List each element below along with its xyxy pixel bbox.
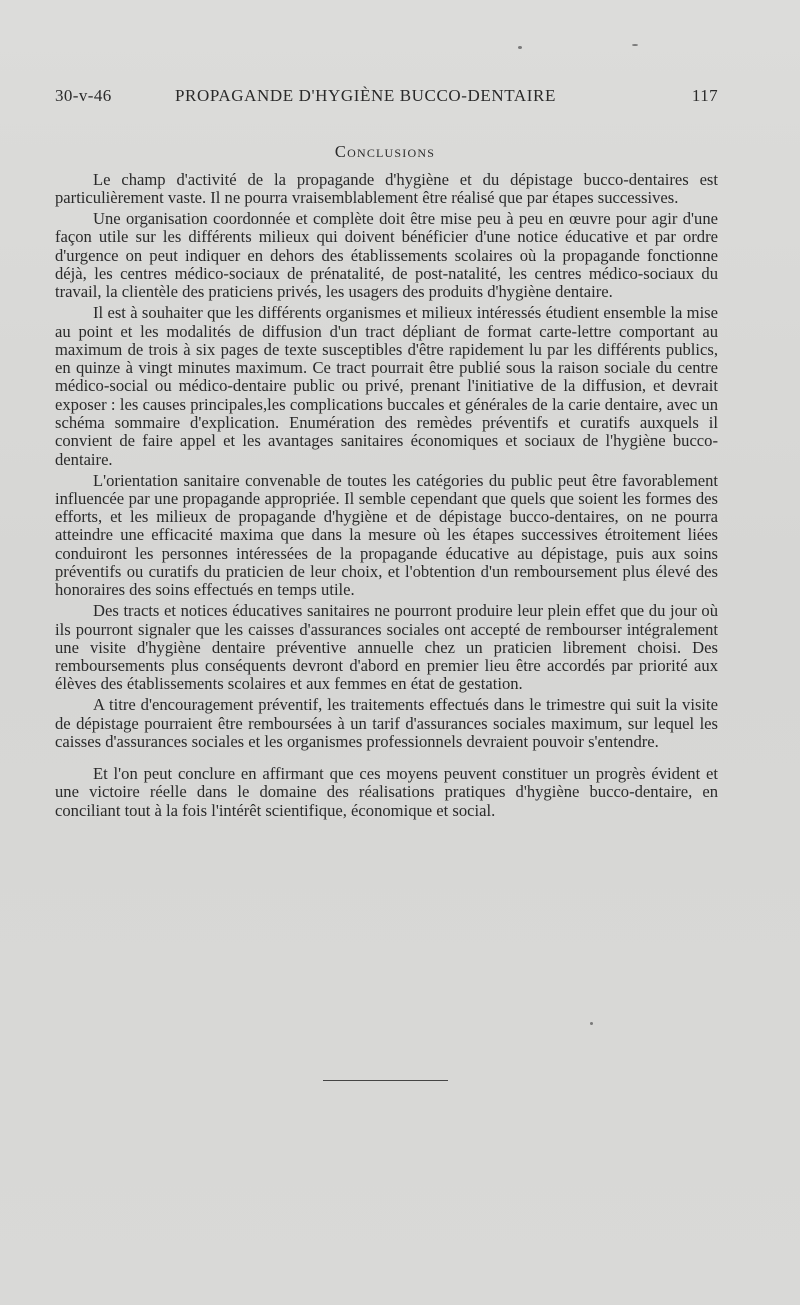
paragraph: Le champ d'activité de la propagande d'hygiène et du dépistage bucco-dentaires est particulièrement vaste. Il ne pourra vraisemblablement être réalisé que par étapes successives. [55,170,718,208]
end-rule [323,1080,448,1081]
section-title: Conclusions [334,142,436,161]
paragraph: Et l'on peut conclure en affirmant que ces moyens peuvent constituer un progrès évident et une victoire réelle dans le domaine des réalisations pratiques d'hygiène bucco-dentaire, en conciliant tout à la fois l'intérêt scientifique, économique et social. [55,764,718,820]
paper-speck [590,1022,593,1025]
header-reference: 30-v-46 [55,86,112,105]
body-text [55,171,718,823]
paper-speck [518,46,522,49]
paragraph: Une organisation coordonnée et complète doit être mise peu à peu en œuvre pour agir d'une façon utile sur les différents milieux qui doivent bénéficier d'une notice éducative et par ordre d'urgence on peut indiquer en dehors des établissements scolaires où la propagande fonctionne déjà, les centres médico-sociaux de prénatalité, de post-natalité, les centres médico-sociaux du travail, la clientèle des praticiens privés, les usagers des produits d'hygiène dentaire. [55,209,718,302]
paragraph: L'orientation sanitaire convenable de toutes les catégories du public peut être favorablement influencée par une propagande appropriée. Il semble cependant que quels que soient les formes des efforts, et les milieux de propagande d'hygiène et de dépistage bucco-dentaires, on ne pourra atteindre une efficacité maxima que dans la mesure où les étapes successives étroitement liées conduiront les personnes intéressées de la propagande éducative au dépistage, puis aux soins préventifs ou curatifs du praticien de leur choix, et l'obtention d'un remboursement plus élevé des honoraires des soins effectués en temps utile. [55,470,718,600]
page-number: 117 [691,86,718,105]
header-title: PROPAGANDE D'HYGIÈNE BUCCO-DENTAIRE [175,86,556,105]
paper-speck [632,44,638,46]
paragraph: Des tracts et notices éducatives sanitaires ne pourront produire leur plein effet que du jour où ils pourront signaler que les caisses d'assurances sociales ont accepté de rembourser intégralement une visite d'hygiène dentaire préventive annuelle chez un praticien librement choisi. Des remboursements plus conséquents devront d'abord en premier lieu être accordés par priorité aux élèves des établissements scolaires et aux femmes en état de gestation. [55,601,718,694]
running-header [55,86,718,110]
paragraph: A titre d'encouragement préventif, les traitements effectués dans le trimestre qui suit la visite de dépistage pourraient être remboursées à un tarif d'assurances sociales maximum, sur lequel les caisses d'assurances sociales et les organismes professionnels devraient pouvoir s'entendre. [55,695,718,751]
paragraph: Il est à souhaiter que les différents organismes et milieux intéressés étudient ensemble la mise au point et les modalités de diffusion d'un tract dépliant de format carte-lettre comportant au maximum de trois à six pages de texte susceptibles d'être rapidement lu par les différents publics, en quinze à vingt minutes maximum. Ce tract pourrait être publié sous la raison sociale du centre médico-social ou médico-dentaire public ou privé, prenant l'initiative de la diffusion, et devrait exposer : les causes principales,les complications buccales et générales de la carie dentaire, avec un schéma sommaire d'explication. Enumération des remèdes préventifs et curatifs auxquels il convient de faire appel et les avantages sanitaires économiques et sociaux de l'hygiène bucco-dentaire. [55,303,718,469]
